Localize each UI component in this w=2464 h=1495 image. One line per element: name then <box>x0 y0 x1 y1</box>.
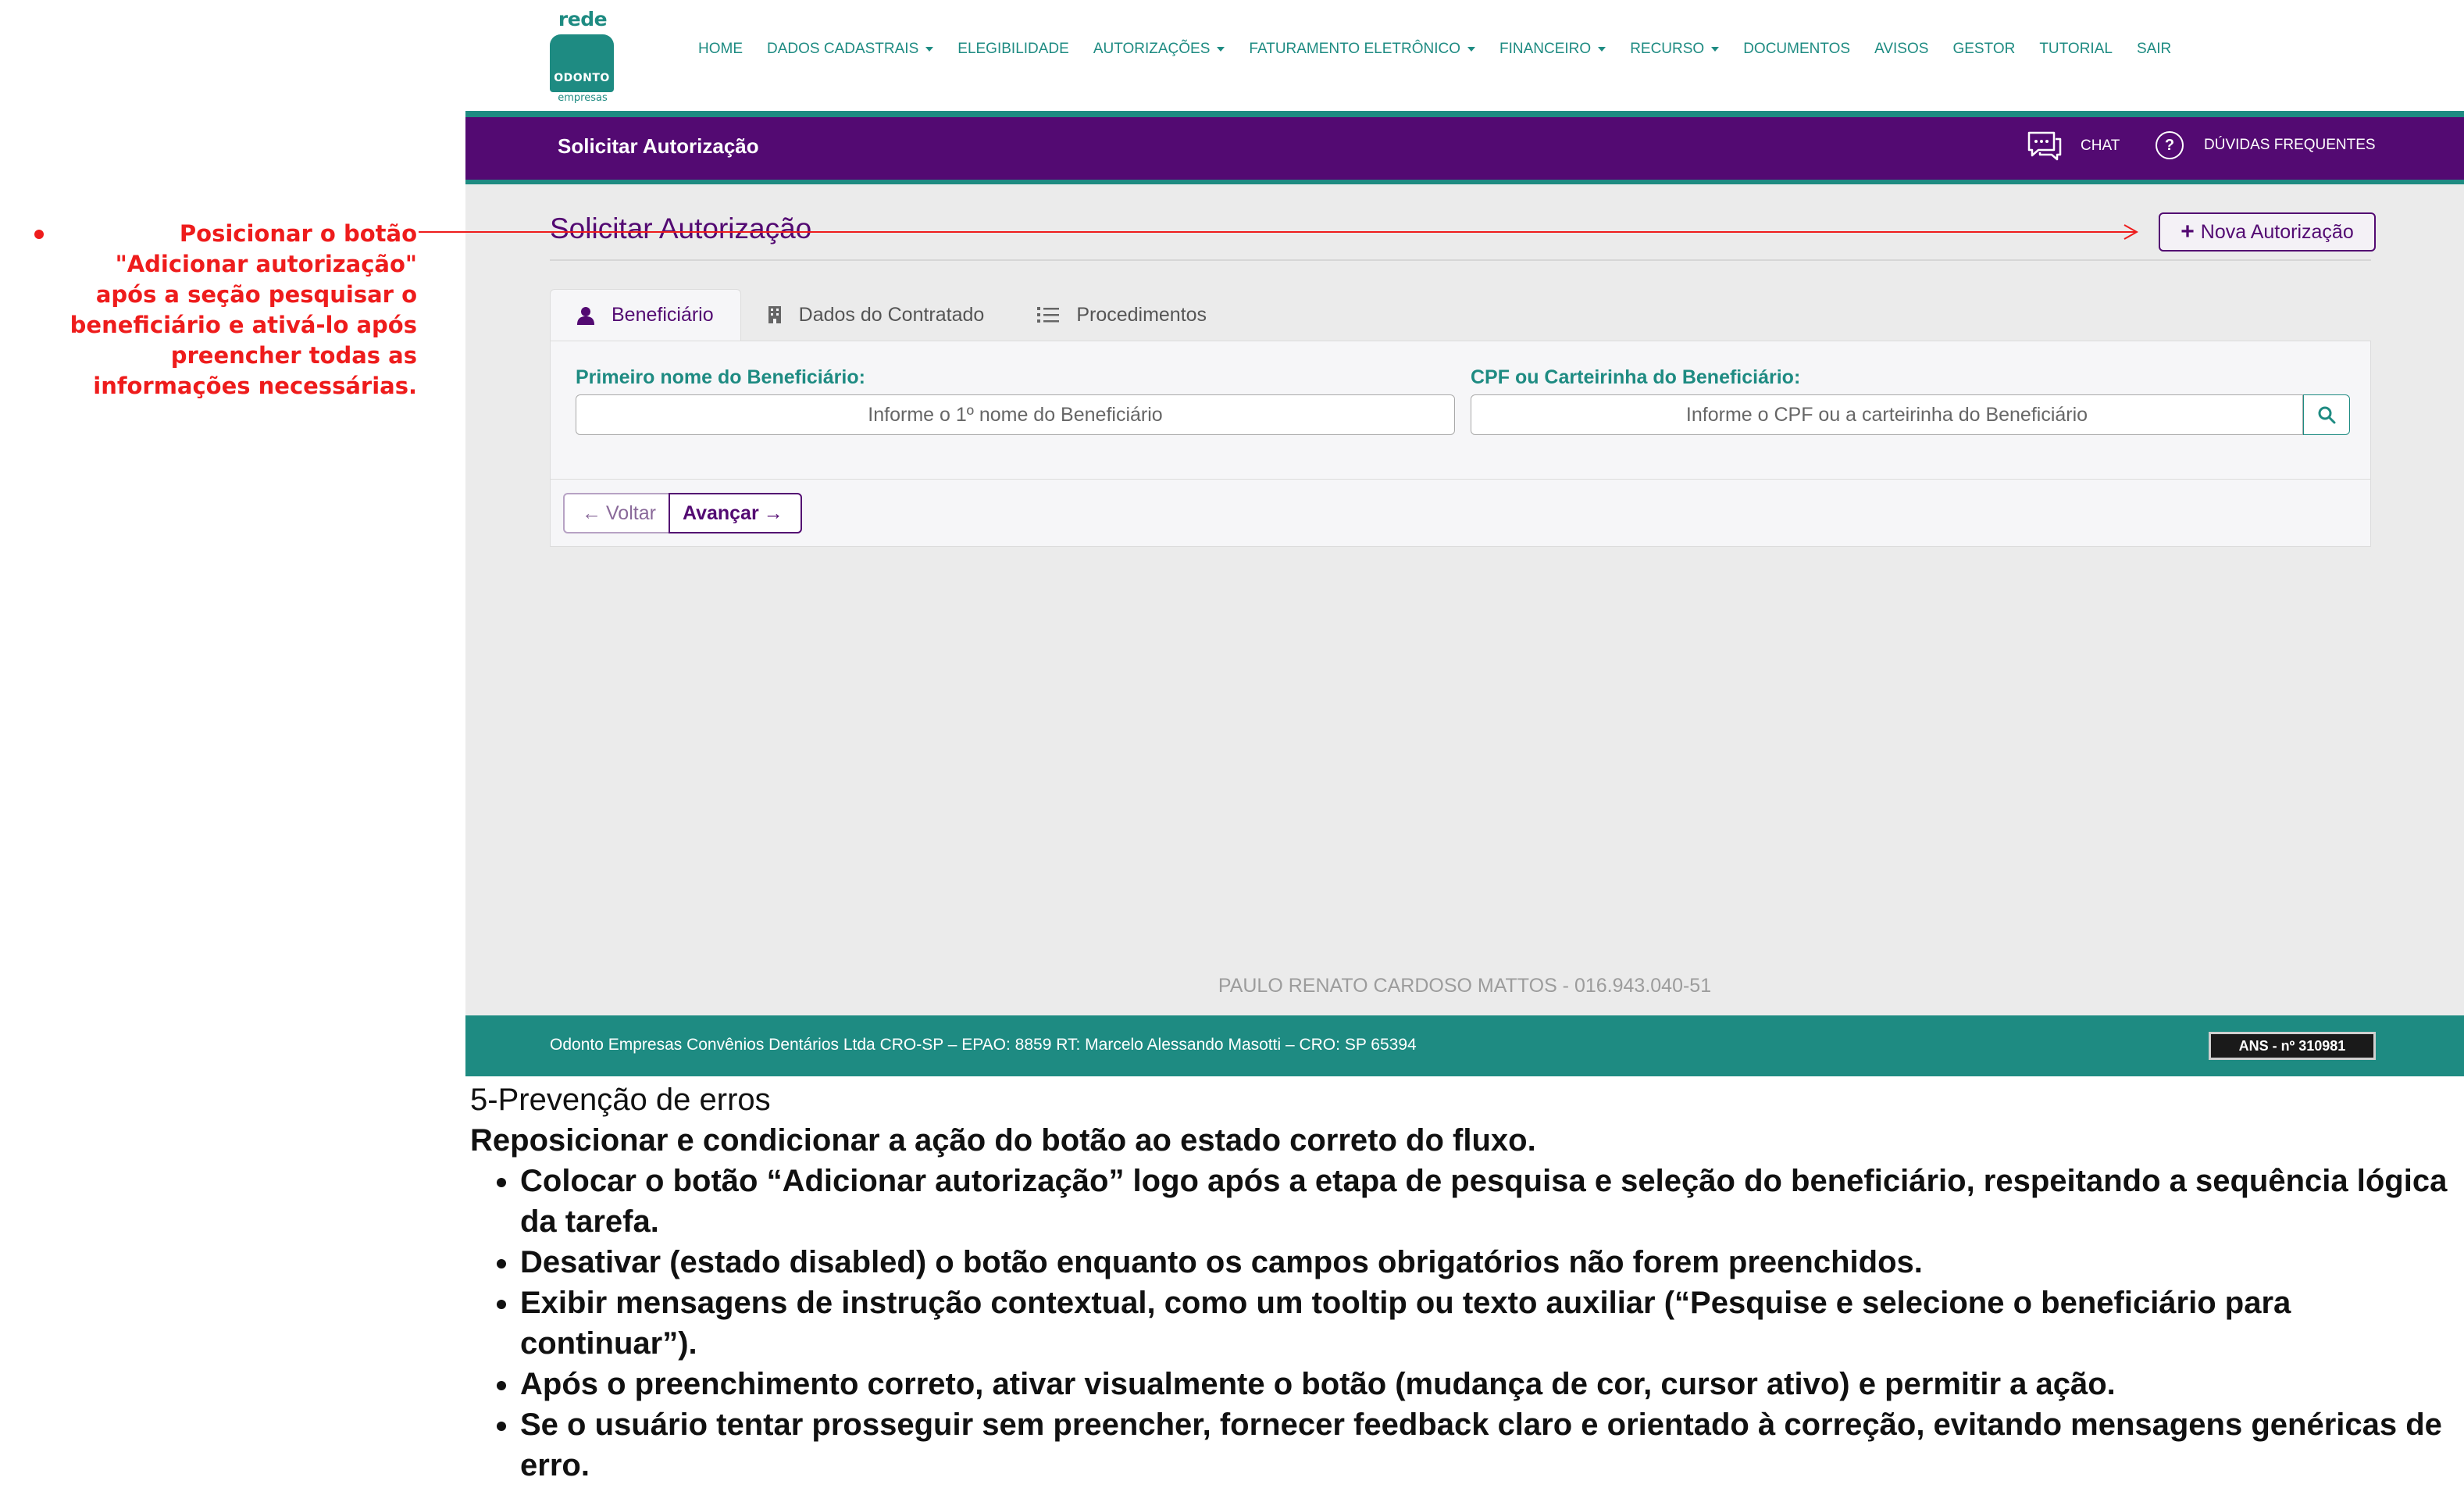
menu-item-label: DADOS CADASTRAIS <box>767 41 919 57</box>
logo-rede-text: rede <box>558 8 608 30</box>
menu-item-gestor[interactable] <box>1952 41 2015 58</box>
logo-odonto-text: ODONTO <box>554 72 610 84</box>
notes-list <box>470 1161 2454 1486</box>
menu-item-label: HOME <box>698 41 743 57</box>
plus-icon: + <box>2181 219 2195 244</box>
notes-item: • Colocar o botão “Adicionar autorização” logo após a etapa de pesquisa e seleção do beneficiário, respeitando a sequência lógica da tarefa. <box>520 1161 2454 1242</box>
annotation-bullet <box>34 230 44 239</box>
faq-label: DÚVIDAS FREQUENTES <box>2204 137 2376 153</box>
main-menu <box>698 41 2195 58</box>
menu-item-label: ELEGIBILIDADE <box>957 41 1069 57</box>
notes-item: • Se o usuário tentar prosseguir sem preencher, fornecer feedback claro e orientado à correção, evitando mensagens genéricas de erro. <box>520 1404 2454 1486</box>
building-icon <box>768 305 782 324</box>
step-navigation <box>563 493 802 533</box>
next-button[interactable] <box>669 493 802 533</box>
header-bar <box>465 117 2464 180</box>
nav-divider <box>465 111 2464 117</box>
menu-item-sair[interactable] <box>2137 41 2171 58</box>
new-authorization-label: Nova Autorização <box>2200 220 2354 243</box>
new-authorization-button[interactable] <box>2159 212 2376 252</box>
logged-user-info: PAULO RENATO CARDOSO MATTOS - 016.943.040-51 <box>1218 975 1712 997</box>
menu-item-label: GESTOR <box>1952 41 2016 57</box>
cpf-label: CPF ou Carteirinha do Beneficiário: <box>1471 366 1801 388</box>
caret-down-icon <box>1711 47 1719 52</box>
user-icon <box>577 306 594 325</box>
arrow-left-icon: ← <box>582 501 601 524</box>
annotation-text: Posicionar o botão "Adicionar autorização" após a seção pesquisar o beneficiário e ativá-lo após preencher todas as informações necessárias. <box>70 220 417 399</box>
menu-item-label: AUTORIZAÇÕES <box>1093 41 1211 57</box>
menu-item-label: AVISOS <box>1874 41 1929 57</box>
arrow-right-icon: → <box>763 501 783 524</box>
menu-item-label: RECURSO <box>1630 41 1705 57</box>
logo-empresas-text: empresas <box>558 92 608 104</box>
ans-badge: ANS - nº 310981 <box>2209 1032 2376 1060</box>
chat-link[interactable] <box>2026 130 2120 162</box>
top-navigation <box>465 0 2464 111</box>
menu-item-label: TUTORIAL <box>2039 41 2113 57</box>
tab-beneficiario[interactable] <box>550 289 741 341</box>
menu-item-autorizacoes[interactable] <box>1093 41 1225 58</box>
menu-item-dados-cadastrais[interactable] <box>767 41 933 58</box>
menu-item-label: FINANCEIRO <box>1499 41 1592 57</box>
tab-label: Dados do Contratado <box>798 303 985 326</box>
menu-item-tutorial[interactable] <box>2039 41 2113 58</box>
faq-link[interactable] <box>2156 131 2376 159</box>
beneficiary-panel <box>550 341 2371 547</box>
beneficiary-search-section <box>551 341 2370 480</box>
next-label: Avançar <box>682 501 759 524</box>
app-screenshot <box>465 0 2464 1076</box>
caret-down-icon <box>1598 47 1606 52</box>
first-name-label: Primeiro nome do Beneficiário: <box>576 366 865 388</box>
logo-badge <box>550 34 614 92</box>
notes-item: • Desativar (estado disabled) o botão enquanto os campos obrigatórios não forem preenchidos. <box>520 1242 2454 1283</box>
form-tabs <box>550 289 1233 341</box>
question-icon: ? <box>2156 131 2184 159</box>
menu-item-recurso[interactable] <box>1630 41 1719 58</box>
footer-legal-text: Odonto Empresas Convênios Dentários Ltda CRO-SP – EPAO: 8859 RT: Marcelo Alessando Masotti – CRO: SP 65394 <box>550 1036 1417 1054</box>
tab-label: Procedimentos <box>1076 303 1207 326</box>
notes-item: • Exibir mensagens de instrução contextual, como um tooltip ou texto auxiliar (“Pesquise e selecione o beneficiário para continuar”). <box>520 1283 2454 1364</box>
annotation-note <box>34 219 417 401</box>
chat-label: CHAT <box>2081 137 2120 154</box>
page-title: Solicitar Autorização <box>550 212 812 244</box>
notes-item: • Após o preenchimento correto, ativar visualmente o botão (mudança de cor, cursor ativo) e permitir a ação. <box>520 1364 2454 1404</box>
caret-down-icon <box>1217 47 1225 52</box>
cpf-input[interactable]: Informe o CPF ou a carteirinha do Beneficiário <box>1471 394 2303 435</box>
menu-item-documentos[interactable] <box>1743 41 1850 58</box>
header-bar-title: Solicitar Autorização <box>558 134 759 158</box>
first-name-input[interactable]: Informe o 1º nome do Beneficiário <box>576 394 1455 435</box>
tab-label: Beneficiário <box>612 304 714 326</box>
back-label: Voltar <box>606 501 656 524</box>
tab-procedimentos[interactable] <box>1011 289 1233 341</box>
notes-subheading: Reposicionar e condicionar a ação do botão ao estado correto do fluxo. <box>470 1123 1536 1158</box>
caret-down-icon <box>1467 47 1475 52</box>
menu-item-faturamento[interactable] <box>1249 41 1475 58</box>
menu-item-label: FATURAMENTO ELETRÔNICO <box>1249 41 1460 57</box>
menu-item-avisos[interactable] <box>1874 41 1928 58</box>
menu-item-label: DOCUMENTOS <box>1743 41 1851 57</box>
caret-down-icon <box>925 47 933 52</box>
title-divider <box>550 259 2371 261</box>
search-icon <box>2317 405 2336 424</box>
list-icon <box>1037 306 1059 323</box>
tab-dados-contratado[interactable] <box>741 289 1011 341</box>
notes-heading: 5-Prevenção de erros <box>470 1083 771 1117</box>
search-button[interactable] <box>2303 394 2350 435</box>
rede-odonto-logo[interactable] <box>550 8 615 103</box>
footer <box>465 1015 2464 1076</box>
header-divider <box>465 180 2464 184</box>
back-button[interactable] <box>563 493 669 533</box>
chat-icon <box>2026 130 2063 162</box>
heuristic-notes <box>470 1079 2454 1486</box>
menu-item-elegibilidade[interactable] <box>957 41 1069 58</box>
menu-item-financeiro[interactable] <box>1499 41 1606 58</box>
menu-item-label: SAIR <box>2136 41 2172 57</box>
menu-item-home[interactable] <box>698 41 743 58</box>
